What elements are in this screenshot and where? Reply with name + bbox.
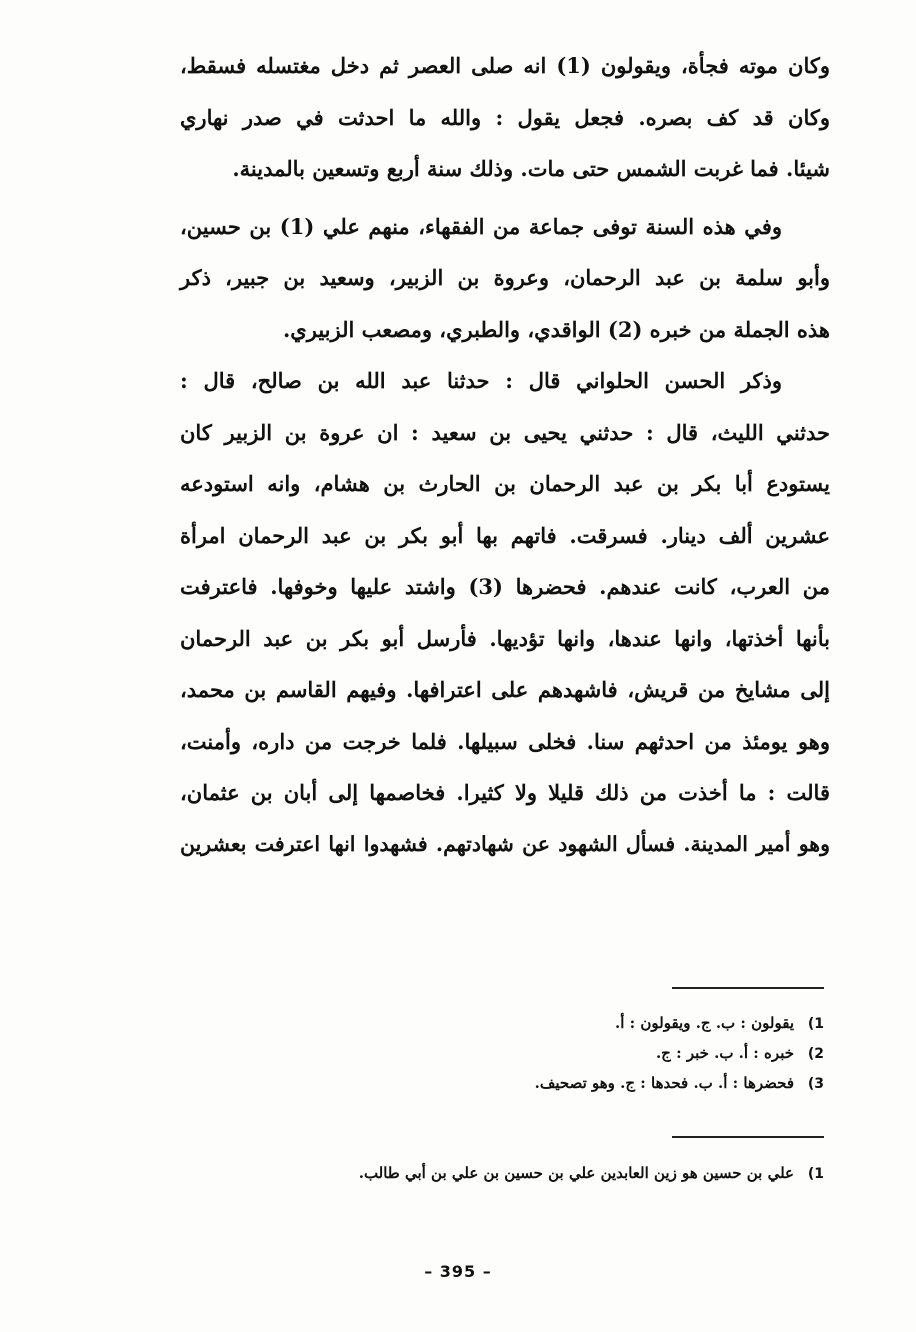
text-line: وذكر الحسن الحلواني قال : حدثنا عبد الله بن صالح، قال :	[180, 368, 782, 393]
text-line: وكان قد كف بصره. فجعل يقول : والله ما احدثت في صدر نهاري	[180, 104, 830, 130]
variant-footnotes	[535, 1008, 824, 1098]
text-line: هذه الجملة من خبره (2) الواقدي، والطبري، ومصعب الزبيري.	[283, 316, 830, 342]
explanatory-footnotes	[359, 1158, 824, 1188]
footnote-number: 3)	[807, 1076, 824, 1092]
footnote	[535, 1008, 824, 1038]
text-line: بأنها أخذتها، وانها عندها، وانها تؤديها. فأرسل أبو بكر بن عبد الرحمان	[180, 625, 830, 651]
text-line: قالت : ما أخذت من ذلك قليلا ولا كثيرا. فخاصمها إلى أبان بن عثمان،	[180, 780, 830, 805]
footnote-number: 2)	[807, 1046, 824, 1062]
text-line: وهو يومئذ من احدثهم سنا. فخلى سبيلها. فلما خرجت من داره، وأمنت،	[180, 728, 830, 754]
footnote-number: 1)	[807, 1166, 824, 1182]
text-line: إلى مشايخ من قريش، فاشهدهم على اعترافها. وفيهم القاسم بن محمد،	[180, 677, 830, 702]
text-line: وفي هذه السنة توفى جماعة من الفقهاء، منهم علي (1) بن حسين،	[180, 213, 782, 239]
text-line: وأبو سلمة بن عبد الرحمان، وعروة بن الزبير، وسعيد بن جبير، ذكر	[180, 265, 830, 290]
footnote-text: علي بن حسين هو زين العابدين علي بن حسين بن علي بن أبي طالب.	[358, 1164, 794, 1182]
footnote-divider	[672, 987, 824, 989]
footnote-number: 1)	[807, 1016, 824, 1032]
text-line: يستودع أبا بكر بن عبد الرحمان بن الحارث بن هشام، وانه استودعه	[180, 471, 830, 496]
footnote-text: فحضرها : أ. ب. فحدها : ج. وهو تصحيف.	[534, 1074, 794, 1092]
main-text	[180, 40, 830, 870]
text-line: وهو أمير المدينة. فسأل الشهود عن شهادتهم. فشهدوا انها اعترفت بعشرين	[180, 831, 830, 856]
footnote	[535, 1038, 824, 1068]
footnote-divider	[672, 1136, 824, 1138]
footnote-text: خبره : أ. ب. خبر : ج.	[655, 1044, 794, 1062]
page-number: – 395 –	[424, 1262, 492, 1281]
footnote-text: يقولون : ب. ج. ويقولون : أ.	[615, 1014, 794, 1032]
text-line: حدثني الليث، قال : حدثني يحيى بن سعيد : ان عروة بن الزبير كان	[180, 419, 830, 445]
text-line: عشرين ألف دينار. فسرقت. فاتهم بها أبو بكر بن عبد الرحمان امرأة	[180, 522, 830, 548]
footnote	[359, 1158, 824, 1188]
footnote	[535, 1068, 824, 1098]
text-line: شيئا. فما غربت الشمس حتى مات. وذلك سنة أربع وتسعين بالمدينة.	[232, 156, 830, 181]
text-line: من العرب، كانت عندهم. فحضرها (3) واشتد عليها وخوفها. فاعترفت	[180, 574, 830, 599]
text-line: وكان موته فجأة، ويقولون (1) انه صلى العصر ثم دخل مغتسله فسقط،	[180, 53, 830, 78]
